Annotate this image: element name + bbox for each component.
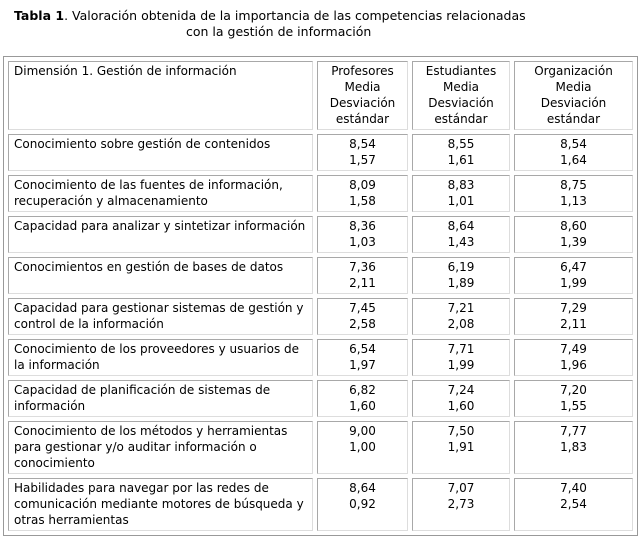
- media-value: 8,64: [349, 481, 376, 495]
- desviacion-value: 2,54: [560, 497, 587, 511]
- header-estudiantes: [412, 61, 510, 130]
- media-value: 8,55: [447, 137, 475, 151]
- table-row: [8, 380, 633, 417]
- row-label: Conocimiento sobre gestión de contenidos: [8, 134, 313, 171]
- desviacion-value: 1,13: [560, 194, 587, 208]
- cell-organizacion: [514, 380, 633, 417]
- cell-profesores: [317, 257, 408, 294]
- media-value: 7,07: [447, 481, 475, 495]
- desviacion-value: 1,99: [560, 276, 587, 290]
- desviacion-value: 1,97: [349, 358, 376, 372]
- cell-organizacion: [514, 339, 633, 376]
- media-value: 6,54: [349, 342, 376, 356]
- media-value: 9,00: [349, 424, 376, 438]
- header-line: estándar: [546, 112, 601, 126]
- media-value: 8,36: [349, 219, 376, 233]
- media-value: 7,45: [349, 301, 376, 315]
- row-label: Capacidad para analizar y sintetizar información: [8, 216, 313, 253]
- media-value: 8,64: [447, 219, 475, 233]
- desviacion-value: 1,43: [447, 235, 475, 249]
- cell-estudiantes: [412, 298, 510, 335]
- cell-organizacion: [514, 478, 633, 531]
- header-profesores: [317, 61, 408, 130]
- table-row: [8, 134, 633, 171]
- desviacion-value: 1,60: [349, 399, 376, 413]
- header-line: Estudiantes: [425, 64, 497, 78]
- desviacion-value: 1,60: [447, 399, 475, 413]
- media-value: 7,24: [447, 383, 475, 397]
- header-line: Desviación: [428, 96, 494, 110]
- header-dimension: Dimensión 1. Gestión de información: [8, 61, 313, 130]
- row-label: Conocimiento de los métodos y herramientas para gestionar y/o auditar información o conocimiento: [8, 421, 313, 474]
- cell-profesores: [317, 421, 408, 474]
- media-value: 7,77: [560, 424, 587, 438]
- desviacion-value: 1,03: [349, 235, 376, 249]
- header-row: [8, 61, 633, 130]
- cell-estudiantes: [412, 478, 510, 531]
- media-value: 8,60: [560, 219, 587, 233]
- header-line: Desviación: [329, 96, 396, 110]
- cell-profesores: [317, 380, 408, 417]
- desviacion-value: 1,83: [560, 440, 587, 454]
- cell-organizacion: [514, 216, 633, 253]
- cell-estudiantes: [412, 257, 510, 294]
- desviacion-value: 1,39: [560, 235, 587, 249]
- desviacion-value: 1,99: [447, 358, 475, 372]
- table-row: [8, 257, 633, 294]
- table-caption: [14, 8, 574, 40]
- competencias-table: [3, 56, 638, 536]
- header-line: Media: [344, 80, 381, 94]
- media-value: 7,36: [349, 260, 376, 274]
- cell-organizacion: [514, 257, 633, 294]
- media-value: 6,82: [349, 383, 376, 397]
- desviacion-value: 1,55: [560, 399, 587, 413]
- cell-organizacion: [514, 134, 633, 171]
- media-value: 7,49: [560, 342, 587, 356]
- desviacion-value: 2,11: [349, 276, 376, 290]
- cell-organizacion: [514, 421, 633, 474]
- media-value: 8,09: [349, 178, 376, 192]
- cell-estudiantes: [412, 380, 510, 417]
- cell-estudiantes: [412, 421, 510, 474]
- header-line: Desviación: [540, 96, 607, 110]
- table-row: [8, 298, 633, 335]
- desviacion-value: 2,08: [447, 317, 475, 331]
- media-value: 7,29: [560, 301, 587, 315]
- cell-estudiantes: [412, 339, 510, 376]
- header-line: Organización: [534, 64, 613, 78]
- caption-text-line2: con la gestión de información: [186, 24, 372, 39]
- header-organizacion: [514, 61, 633, 130]
- desviacion-value: 0,92: [349, 497, 376, 511]
- caption-label: Tabla 1: [14, 8, 65, 23]
- media-value: 8,54: [349, 137, 376, 151]
- table-row: [8, 216, 633, 253]
- desviacion-value: 1,96: [560, 358, 587, 372]
- cell-profesores: [317, 134, 408, 171]
- media-value: 7,40: [560, 481, 587, 495]
- desviacion-value: 2,73: [447, 497, 475, 511]
- cell-profesores: [317, 216, 408, 253]
- desviacion-value: 1,00: [349, 440, 376, 454]
- desviacion-value: 1,64: [560, 153, 587, 167]
- cell-estudiantes: [412, 175, 510, 212]
- media-value: 8,54: [560, 137, 587, 151]
- cell-estudiantes: [412, 216, 510, 253]
- desviacion-value: 1,58: [349, 194, 376, 208]
- table-row: [8, 478, 633, 531]
- media-value: 8,75: [560, 178, 587, 192]
- cell-estudiantes: [412, 134, 510, 171]
- cell-organizacion: [514, 298, 633, 335]
- desviacion-value: 1,61: [447, 153, 475, 167]
- table-row: [8, 421, 633, 474]
- cell-organizacion: [514, 175, 633, 212]
- media-value: 8,83: [447, 178, 475, 192]
- table-row: [8, 339, 633, 376]
- header-line: estándar: [335, 112, 390, 126]
- desviacion-value: 1,01: [447, 194, 475, 208]
- desviacion-value: 2,58: [349, 317, 376, 331]
- desviacion-value: 1,89: [447, 276, 475, 290]
- cell-profesores: [317, 298, 408, 335]
- row-label: Capacidad de planificación de sistemas de información: [8, 380, 313, 417]
- desviacion-value: 1,57: [349, 153, 376, 167]
- row-label: Conocimiento de las fuentes de información, recuperación y almacenamiento: [8, 175, 313, 212]
- row-label: Conocimientos en gestión de bases de datos: [8, 257, 313, 294]
- desviacion-value: 2,11: [560, 317, 587, 331]
- cell-profesores: [317, 175, 408, 212]
- header-line: Media: [555, 80, 592, 94]
- media-value: 7,21: [447, 301, 475, 315]
- table-row: [8, 175, 633, 212]
- row-label: Capacidad para gestionar sistemas de gestión y control de la información: [8, 298, 313, 335]
- desviacion-value: 1,91: [447, 440, 475, 454]
- media-value: 7,50: [447, 424, 475, 438]
- media-value: 6,19: [447, 260, 475, 274]
- header-line: estándar: [434, 112, 488, 126]
- row-label: Habilidades para navegar por las redes de comunicación mediante motores de búsqueda y otras herramientas: [8, 478, 313, 531]
- row-label: Conocimiento de los proveedores y usuarios de la información: [8, 339, 313, 376]
- cell-profesores: [317, 478, 408, 531]
- caption-text-line1: . Valoración obtenida de la importancia de las competencias relacionadas: [64, 8, 526, 23]
- cell-profesores: [317, 339, 408, 376]
- header-line: Media: [442, 80, 480, 94]
- header-line: Profesores: [331, 64, 394, 78]
- media-value: 7,20: [560, 383, 587, 397]
- media-value: 7,71: [447, 342, 475, 356]
- media-value: 6,47: [560, 260, 587, 274]
